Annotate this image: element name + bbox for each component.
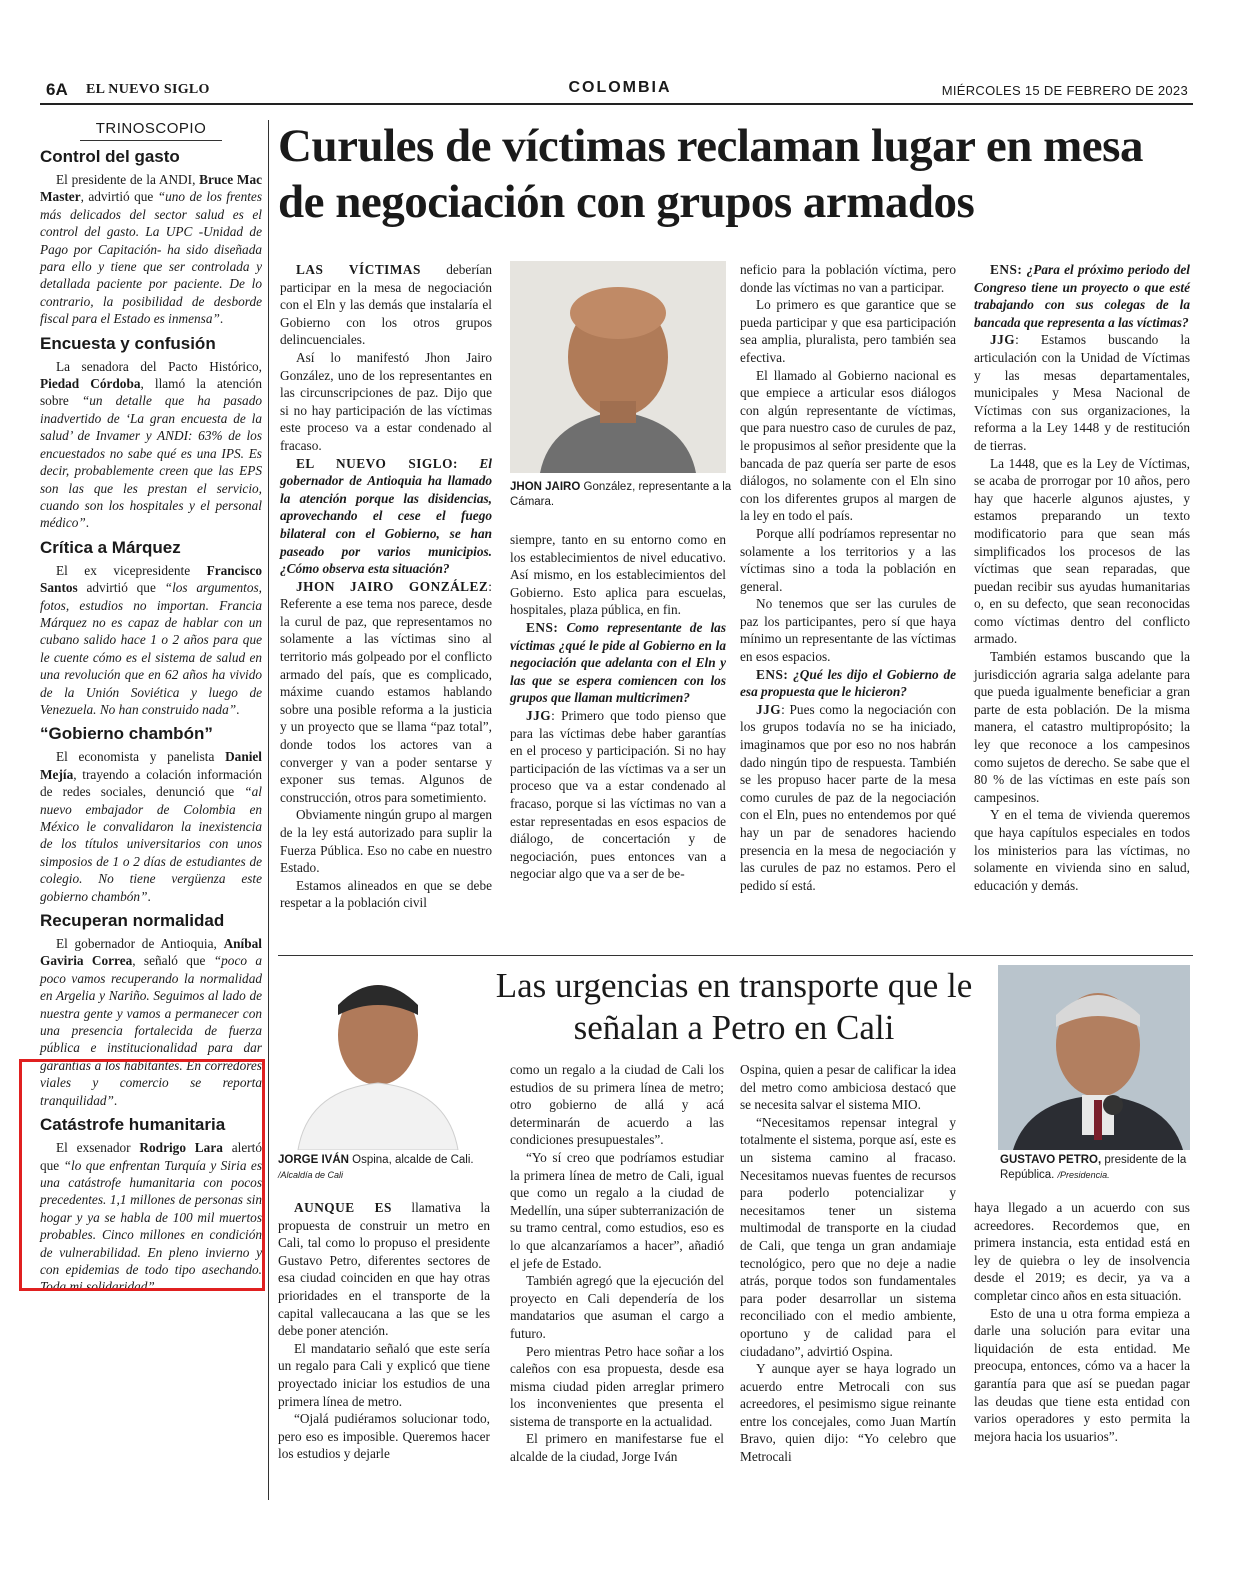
article-paragraph: El mandatario señaló que este sería un regalo para Cali y explicó que tiene proyectado iniciar los estudios de una primera línea de metro. <box>278 1340 490 1409</box>
sidebar-item-body: El presidente de la ANDI, Bruce Mac Master, advirtió que “uno de los frentes más delicados del sector salud es el control del gasto. La UPC -Unidad de Pago por Capitación- ha sido diseñada para ello y tiene que ser controlada y detallada paciente por paciente. De lo contrario, la posibilidad de desborde fiscal para el Estado es inmensa”. <box>40 172 263 327</box>
caption-name: JORGE IVÁN <box>278 1154 349 1166</box>
article-paragraph: El llamado al Gobierno nacional es que empiece a articular esos diálogos con algún representante de víctimas, que para nuestro caso de curules de paz, le propusimos al señor presidente que la bancada de paz quería ser parte de esos diálogos, no solamente con el Eln sino con los diferentes grupos al margen de la ley en todo el país. <box>740 367 956 524</box>
article2-col1 <box>278 1199 490 1463</box>
sidebar-item-title: Catástrofe humanitaria <box>40 1115 226 1135</box>
article1-col4 <box>974 261 1190 894</box>
portrait-gustavo-petro <box>998 965 1190 1150</box>
highlight-box <box>19 1059 265 1291</box>
portrait-jorge-ivan <box>278 965 478 1150</box>
article-paragraph: ENS: Como representante de las víctimas ¿qué le pide al Gobierno en la negociación que adelanta con el Eln y las que se espera comiencen con los grupos que llaman multicrimen? <box>510 619 727 706</box>
sidebar-item-title: Crítica a Márquez <box>40 537 181 557</box>
article-paragraph: EL NUEVO SIGLO: El gobernador de Antioquia ha llamado la atención porque las disidencias, aprovechando el cese el fuego bilateral con el Gobierno, se han paseado por varios municipios. ¿Cómo observa esta situación? <box>280 455 492 577</box>
article2-photo-left-caption <box>278 1153 478 1183</box>
article-paragraph: JJG: Estamos buscando la articulación con la Unidad de Víctimas y las mesas departamentales, municipales y Mesa Nacional de Víctimas con sus organizaciones, la reforma a la Ley 1448 y de restitución de tierras. <box>974 332 1190 453</box>
article2-photo-right-caption <box>1000 1153 1192 1183</box>
article-paragraph: AUNQUE ES llamativa la propuesta de construir un metro en Cali, tal como lo propuso el presidente Gustavo Petro, diferentes sectores de esa ciudad coinciden en que hay otras prioridades en el transporte de la capital vallecaucana a las que se les debe poner atención. <box>278 1200 490 1339</box>
column-divider <box>268 120 269 1500</box>
article-divider <box>278 955 1193 956</box>
article-paragraph: LAS VÍCTIMAS deberían participar en la mesa de negociación con el Eln y las demás que instalaría el Gobierno con los otros grupos delincuenciales. <box>280 262 492 348</box>
article-paragraph: como un regalo a la ciudad de Cali los estudios de su primera línea de metro; otro gobierno de allá y acá determinarán de acuerdo a las condiciones presupuestales”. <box>510 1062 724 1148</box>
article1-col2 <box>510 531 726 883</box>
article1-col3 <box>740 261 956 894</box>
header-rule <box>40 103 1193 105</box>
photo-credit: /Presidencia. <box>1057 1170 1110 1180</box>
newspaper-name: EL NUEVO SIGLO <box>86 82 210 97</box>
article-paragraph: Esto de una u otra forma empieza a darle una solución para evitar una liquidación de esta entidad. Me preocupa, entonces, cómo va a hacer la garantía para que así se puedan pagar las deudas que tiene esta entidad con varios operadores y esto permita la mejora hacia los usuarios”. <box>974 1305 1190 1444</box>
article-paragraph: “Necesitamos repensar integral y totalmente el sistema, porque así, este es un sistema camino al fracaso. Necesitamos nuevas fuentes de recursos para poderlo potencializar y necesitamos tener un sistema multimodal de transporte en la ciudad de Cali, que tenga un gran andamiaje tecnológico, pero que no deje a nadie atrás, porque todos son fundamentales para poder desarrollar un sistema reconciliado con el medio ambiente, oportuno y de calidad para el ciudadano”, advirtió Ospina. <box>740 1114 956 1359</box>
article1-photo-caption <box>510 480 732 510</box>
sidebar-item-title: Control del gasto <box>40 147 180 166</box>
article-paragraph: También estamos buscando que la jurisdicción agraria salga adelante para que pueda igualmente beneficiar a gran parte de esta población. De la misma manera, el catastro multipropósito; la ley que reconoce a los campesinos como sujetos de derecho. Se sabe que el 80 % de las víctimas en este país son campesinos. <box>974 649 1190 805</box>
article2-col4 <box>974 1199 1190 1445</box>
portrait-jhon-jairo <box>510 261 726 473</box>
article-paragraph: ENS: ¿Para el próximo periodo del Congreso tiene un proyecto o que esté trabajando con sus colegas de la bancada que representa a las víctimas? <box>974 262 1190 330</box>
photo-credit: /Alcaldía de Cali <box>278 1170 344 1180</box>
sidebar-item-body: El exsenador Rodrigo Lara alertó que “lo que enfrentan Turquía y Siria es una catástrofe humanitaria con pocos precedentes. 1,1 millones de personas sin hogar y ya se habla de 100 mil muertos probables. Cinco millones en condición de vulnerabilidad. En pleno invierno y con epidemias de todo tipo asechando. Toda mi solidaridad”. <box>40 1140 263 1295</box>
article2-headline: Las urgencias en transporte que le señalan a Petro en Cali <box>495 966 973 1047</box>
article-paragraph: Obviamente ningún grupo al margen de la ley está autorizado para suplir la Fuerza Pública. Eso no cabe en nuestro Estado. <box>280 807 492 876</box>
caption-text: presidente de la República. <box>1000 1154 1187 1181</box>
article2-col2 <box>510 1061 724 1466</box>
article-paragraph: Pero mientras Petro hace soñar a los caleños con esa propuesta, desde esa misma ciudad piden arreglar primero los inconvenientes que presenta el sistema de transporte en la actualidad. <box>510 1343 724 1429</box>
article-paragraph: El primero en manifestarse fue el alcalde de la ciudad, Jorge Iván <box>510 1431 724 1465</box>
article-paragraph: ENS: ¿Qué les dijo el Gobierno de esa propuesta que le hicieron? <box>740 666 956 700</box>
article-paragraph: Porque allí podríamos representar no solamente a los territorios y a las víctimas sino a toda la población en general. <box>740 525 956 594</box>
article-paragraph: Lo primero es que garantice que se pueda participar y que esa participación sea amplia, pluralista, pero también sea efectiva. <box>740 297 956 365</box>
article-paragraph: JHON JAIRO GONZÁLEZ: Referente a ese tema nos parece, desde la curul de paz, que representamos no solamente a las víctimas sino al territorio más golpeado por el conflicto armado del país, que es complicado, máxime cuando estamos hablando sobre una posible reforma a la justicia y un proyecto que se llama “paz total”, donde todos los actores van a converger y van a poder sentarse y exponer sus temas. Algunos de construcción, otros para sometimiento. <box>280 578 492 805</box>
article-paragraph: Ospina, quien a pesar de calificar la idea del metro como ambiciosa destacó que se necesita salvar el sistema MIO. <box>740 1062 956 1113</box>
sidebar-item-body: La senadora del Pacto Histórico, Piedad Córdoba, llamó la atención sobre “un detalle que ha pasado inadvertido de ‘La gran encuesta de la salud’ de Invamer y ANDI: 63% de los encuestados no sabe qué es una IPS. Es decir, probablemente creen que las EPS son las que les prestan el servicio, cuando son los hospitales y el personal médico”. <box>40 358 262 531</box>
caption-text: Ospina, alcalde de Cali. <box>352 1154 474 1166</box>
article2-col3 <box>740 1061 956 1466</box>
article-paragraph: La 1448, que es la Ley de Víctimas, se acaba de prorrogar por 10 años, pero hay que hacerle algunos ajustes, y estamos preparando un texto modificatorio para que sean más simplificados los procesos de las víctimas que sean reparadas, que puedan recibir sus ayudas humanitarias o, en su defecto, que sean reconocidas como víctimas dentro del conflicto armado. <box>974 455 1190 647</box>
article-paragraph: No tenemos que ser las curules de paz los participantes, pero sí que haya mínimo un representante de las víctimas en esos espacios. <box>740 596 956 665</box>
article1-col1 <box>280 261 492 912</box>
issue-date: MIÉRCOLES 15 DE FEBRERO DE 2023 <box>941 83 1188 98</box>
sidebar-item-body: El ex vicepresidente Francisco Santos advirtió que “los argumentos, fotos, estudios no importan. Francia Márquez no es capaz de hablar con un cubano salido hace 1 o 2 años para que le cuente cómo es el sistema de salud en una revolución que en 62 años ha vivido de la Unión Soviética y luego de Venezuela. No han construido nada”. <box>40 562 263 717</box>
sidebar-item-body: El economista y panelista Daniel Mejía, trayendo a colación información de redes sociales, denunció que “al nuevo embajador de Colombia en México le convalidaron la inexistencia de los títulos universitarios con unos simposios de 1 o 2 días de estudiantes de colegio. No tiene vergüenza este gobierno chambón”. <box>40 749 262 904</box>
article-paragraph: “Yo sí creo que podríamos estudiar la primera línea de metro de Cali, igual que como un regalo a la ciudad de Medellín, una súper subterranización de su tramo central, como estudios, eso es lo que alcanzaríamos a hacer”, añadió el jefe de Estado. <box>510 1149 724 1271</box>
article2-photo-right <box>998 965 1190 1150</box>
article-paragraph: siempre, tanto en su entorno como en los establecimientos de nivel educativo. Así mismo, en los establecimientos del Gobierno. Esto aplica para escuelas, hospitales, plaza pública, en fin. <box>510 532 726 618</box>
article-paragraph: haya llegado a un acuerdo con sus acreedores. Recordemos que, en primera instancia, esta entidad está en ley de quiebra o ley de insolvencia desde el 2019; es decir, ya va a completar cinco años en esta situación. <box>974 1200 1190 1303</box>
article-paragraph: “Ojalá pudiéramos solucionar todo, pero eso es imposible. Queremos hacer los estudios y dejarle <box>278 1411 490 1462</box>
caption-name: JHON JAIRO <box>510 481 581 493</box>
article2-photo-left <box>278 965 478 1150</box>
article1-photo <box>510 261 726 473</box>
article-paragraph: neficio para la población víctima, pero donde las víctimas no van a participar. <box>740 262 956 295</box>
sidebar-item-title: “Gobierno chambón” <box>40 724 213 744</box>
article-paragraph: Así lo manifestó Jhon Jairo González, uno de los representantes en las circunscripciones de paz. Dijo que si no hay participación de las víctimas este proceso va a estar condenado al fracaso. <box>280 349 492 453</box>
sidebar-heading: TRINOSCOPIO <box>80 120 222 141</box>
article-paragraph: JJG: Pues como la negociación con los grupos todavía no se ha iniciado, imaginamos que por eso no nos habrán dado ningún tipo de respuesta. También se les propuso hacer parte de la mesa como curules de paz de la negociación con el Eln, pues no entendemos por qué hay un par de senadores haciendo presencia en la mesa de negociación y las curules de paz no estamos. Pero el pedido sí está. <box>740 701 956 893</box>
article1-headline: Curules de víctimas reclaman lugar en mesa de negociación con grupos armados <box>278 120 1143 228</box>
section-name: COLOMBIA <box>568 79 672 96</box>
article-paragraph: Y aunque ayer se haya logrado un acuerdo entre Metrocali con sus acreedores, el pesimismo sigue reinante entre los concejales, como Juan Martín Bravo, quien dijo: “Yo celebro que Metrocali <box>740 1361 956 1465</box>
sidebar-item-title: Recuperan normalidad <box>40 911 225 931</box>
sidebar-item-title: Encuesta y confusión <box>40 333 216 353</box>
article-paragraph: JJG: Primero que todo pienso que para las víctimas debe haber garantías en el proceso y participación. Si no hay participación de las víctimas va a ser un proceso que va a estar condenado al fracaso, porque si las víctimas no van a estar representadas en esos espacios de diálogo, de concertación y de negociación, pues entonces van a negociar algo que va a ser de be- <box>510 707 726 882</box>
sidebar-item-body: El gobernador de Antioquia, Aníbal Gaviria Correa, señaló que “poco a poco vamos recuperando la normalidad en Argelia y Nariño. Seguimos al lado de nuestra gente y vamos a permanecer con una presencia fortalecida de fuerza pública e institucionalidad para dar garantías a los habitantes. En corredores viales y comercio se reporta tranquilidad”. <box>40 936 262 1108</box>
article-paragraph: Estamos alineados en que se debe respetar a la población civil <box>280 877 492 911</box>
caption-name: GUSTAVO PETRO, <box>1000 1154 1102 1166</box>
article-paragraph: Y en el tema de vivienda queremos que haya capítulos especiales en todos los ministerios para las víctimas, no solamente en vivienda sino en salud, educación y demás. <box>974 807 1190 893</box>
page-number: 6A <box>46 80 68 99</box>
caption-text: González, representante a la Cámara. <box>510 481 732 508</box>
article-paragraph: También agregó que la ejecución del proyecto en Cali dependería de los mandatarios que asuman el cargo a futuro. <box>510 1273 724 1341</box>
